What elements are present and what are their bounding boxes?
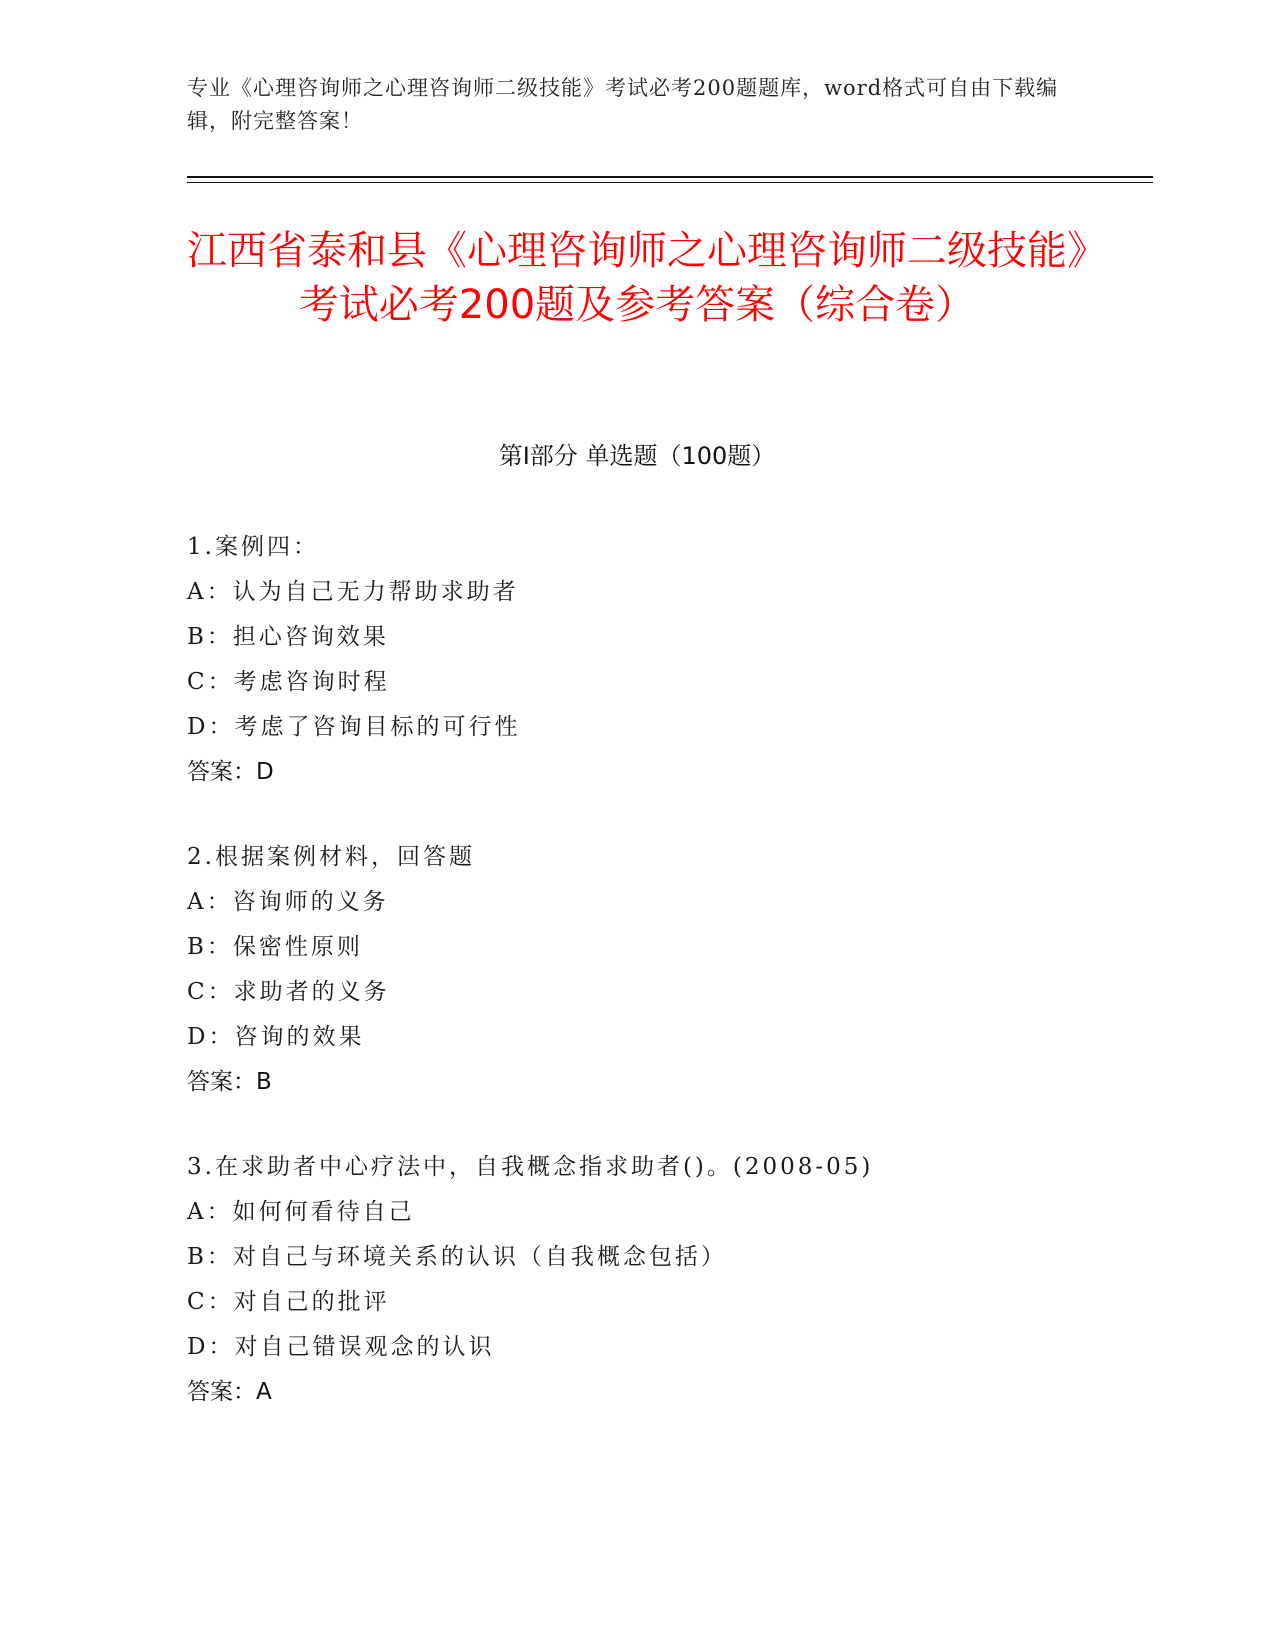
header-rule-thin	[187, 182, 1153, 183]
option-b: B：对自己与环境关系的认识（自我概念包括）	[187, 1244, 727, 1270]
section-heading: 第I部分 单选题（100题）	[498, 442, 776, 470]
question-item	[187, 525, 1153, 795]
option-d: D：考虑了咨询目标的可行性	[187, 714, 521, 740]
question-list	[187, 525, 1153, 1455]
option-c: C：对自己的批评	[187, 1289, 390, 1315]
option-d: D：咨询的效果	[187, 1024, 365, 1050]
question-stem: 1.案例四：	[187, 534, 319, 560]
option-b: B：担心咨询效果	[187, 624, 389, 650]
option-a: A：咨询师的义务	[187, 889, 389, 915]
option-a: A：如何何看待自己	[187, 1199, 415, 1225]
question-item	[187, 835, 1153, 1105]
answer-line: 答案：A	[187, 1379, 272, 1405]
answer-line: 答案：D	[187, 759, 274, 785]
answer-line: 答案：B	[187, 1069, 272, 1095]
option-c: C：考虑咨询时程	[187, 669, 390, 695]
header-rule-thick	[187, 176, 1153, 178]
option-d: D：对自己错误观念的认识	[187, 1334, 495, 1360]
header-note: 专业《心理咨询师之心理咨询师二级技能》考试必考200题题库，word格式可自由下载编辑，附完整答案！	[187, 76, 1059, 133]
question-stem: 3.在求助者中心疗法中，自我概念指求助者()。(2008-05)	[187, 1154, 874, 1180]
question-item	[187, 1145, 1153, 1415]
document-title: 江西省泰和县《心理咨询师之心理咨询师二级技能》考试必考200题及参考答案（综合卷）	[187, 228, 1087, 328]
option-a: A：认为自己无力帮助求助者	[187, 579, 519, 605]
option-b: B：保密性原则	[187, 934, 363, 960]
option-c: C：求助者的义务	[187, 979, 390, 1005]
question-stem: 2.根据案例材料，回答题	[187, 844, 475, 870]
